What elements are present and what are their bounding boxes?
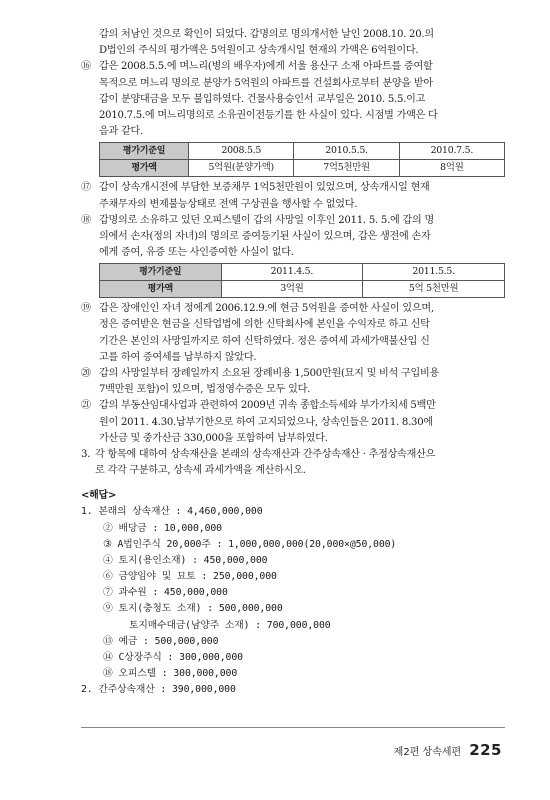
answer-heading: <해답>	[81, 490, 117, 502]
text-line: 음과 같다.	[99, 126, 143, 138]
table-row	[100, 143, 505, 160]
text-line: 목적으로 며느리 명의로 분양가 5억원의 아파트를 건설회사로부터 분양을 받아	[99, 77, 433, 89]
text-line: 주채무자의 변제불능상태로 전액 구상권을 행사할 수 없었다.	[99, 198, 358, 210]
page-footer	[394, 741, 502, 759]
table-cell: 7억5천만원	[294, 160, 399, 177]
table-cell: 2008.5.5	[189, 143, 294, 160]
text-line: 갑은 장애인인 자녀 정에게 2006.12.9.에 현금 5억원을 증여한 사실이 있으며,	[99, 303, 434, 315]
text-line: 에게 증여, 유증 또는 사인증여한 사실이 없다.	[99, 247, 294, 259]
footer-rule	[81, 727, 505, 728]
answer-line: 토지매수대금(남양주 소재) : 700,000,000	[129, 619, 331, 631]
answer-line: ⑬ 예금 : 500,000,000	[103, 635, 219, 647]
item-number: ⑲	[81, 303, 91, 315]
item-17	[81, 180, 505, 212]
item-20	[81, 366, 505, 398]
item-number: ⑯	[81, 61, 91, 73]
text-line: 2010.7.5.에 며느리명의로 소유권이전등기를 한 사실이 있다. 시점별 가액은 다	[99, 109, 438, 121]
answer-line: ③ A법인주식 20,000주 : 1,000,000,000(20,000×@50,000)	[103, 538, 397, 550]
table-header-cell: 평가액	[100, 160, 189, 177]
table-cell: 2010.5.5.	[294, 143, 399, 160]
answer-line: ⑨ 토지(충청도 소재) : 500,000,000	[103, 603, 283, 615]
item-21	[81, 398, 505, 447]
question-number: 3.	[81, 448, 91, 460]
item-16	[81, 59, 505, 177]
text-line: 원이 2011. 4.30.납부기한으로 하여 고지되었으나, 상속인들은 2011. 8.30에	[99, 416, 433, 428]
answer-line: ⑦ 과수원 : 450,000,000	[103, 587, 228, 599]
page-number: 225	[469, 741, 502, 759]
answer-line: ⑭ C상장주식 : 300,000,000	[103, 652, 243, 663]
table-cell: 2011.4.5.	[221, 264, 363, 281]
item-number: ⑳	[81, 368, 91, 379]
item-18	[81, 213, 505, 299]
text-line: 로 각각 구분하고, 상속세 과세가액을 계산하시오.	[95, 465, 306, 477]
table-header-cell: 평가기준일	[100, 143, 189, 160]
text-line: 고를 하여 증여세를 납부하지 않았다.	[99, 351, 257, 363]
table-row	[100, 264, 505, 281]
answer-line: ⑱ 오피스텔 : 300,000,000	[103, 668, 238, 680]
answer-line: 2. 간주상속재산 : 390,000,000	[81, 684, 236, 696]
text-line: 정은 증여받은 현금을 신탁업법에 의한 신탁회사에 본인을 수익자로 하고 신탁	[99, 319, 430, 331]
answer-list	[81, 504, 505, 698]
table-row	[100, 281, 505, 298]
valuation-table-18	[99, 263, 505, 298]
answer-line: ② 배당금 : 10,000,000	[103, 522, 222, 534]
item-19	[81, 301, 505, 366]
text-line: 각 항목에 대하여 상속재산을 본래의 상속재산과 간주상속재산 · 추정상속재산으	[95, 448, 436, 460]
text-line: 갑의 부동산임대사업과 관련하여 2009년 귀속 종합소득세와 부가가치세 5백만	[99, 400, 436, 412]
text-line: 갑명의로 소유하고 있던 오피스텔이 갑의 사망일 이후인 2011. 5. 5.에 갑의 명	[99, 214, 434, 226]
table-cell: 3억원	[221, 281, 363, 298]
item-number: ㉑	[81, 400, 91, 412]
table-cell: 5억 5천만원	[363, 281, 505, 298]
valuation-table-16	[99, 142, 505, 177]
table-header-cell: 평가액	[100, 281, 222, 298]
text-line: 갑은 2008.5.5.에 며느리(병의 배우자)에게 서울 용산구 소재 아파트를 증여할	[99, 61, 433, 73]
text-line: 갑이 상속개시전에 부담한 보증채무 1억5천만원이 있었으며, 상속개시일 현재	[99, 182, 430, 194]
answer-line: 1. 본래의 상속재산 : 4,460,000,000	[81, 506, 263, 518]
item-number: ⑱	[81, 214, 91, 226]
footer-section-title: 제2편 상속세편	[393, 747, 462, 758]
table-row	[100, 160, 505, 177]
table-cell: 8억원	[399, 160, 504, 177]
item-15-continuation	[81, 27, 505, 59]
answer-line: ④ 토지(용인소재) : 450,000,000	[103, 554, 268, 566]
text-line: 가산금 및 중가산금 330,000을 포함하여 납부하였다.	[99, 432, 328, 444]
page-body	[81, 27, 505, 699]
text-line: 갑의 처남인 것으로 확인이 되었다. 갑명의로 명의개서한 날인 2008.10. 20.의	[99, 29, 434, 40]
answer-line: ⑥ 금양임야 및 묘토 : 250,000,000	[103, 571, 277, 583]
table-cell: 5억원(분양가액)	[189, 160, 294, 177]
text-line: D법인의 주식의 평가액은 5억원이고 상속개시일 현재의 가액은 6억원이다.	[99, 45, 419, 57]
table-header-cell: 평가기준일	[100, 264, 222, 281]
table-cell: 2011.5.5.	[363, 264, 505, 281]
text-line: 갑이 분양대금을 모두 불입하였다. 건물사용승인서 교부일은 2010. 5.5.이고	[99, 93, 426, 105]
table-cell: 2010.7.5.	[399, 143, 504, 160]
question-3	[81, 447, 505, 479]
text-line: 의에서 손자(정의 자녀)의 명의로 증여등기된 사실이 있으며, 갑은 생전에 손자	[99, 230, 431, 242]
item-number: ⑰	[81, 182, 91, 194]
text-line: 7백만원 포함)이 있으며, 법정영수증은 모두 있다.	[99, 384, 311, 396]
text-line: 갑의 사망일부터 장례일까지 소요된 장례비용 1,500만원(묘지 및 비석 구입비용	[99, 368, 440, 379]
text-line: 기간은 본인의 사망일까지로 하여 신탁하였다. 정은 증여세 과세가액불산입 신	[99, 335, 430, 347]
